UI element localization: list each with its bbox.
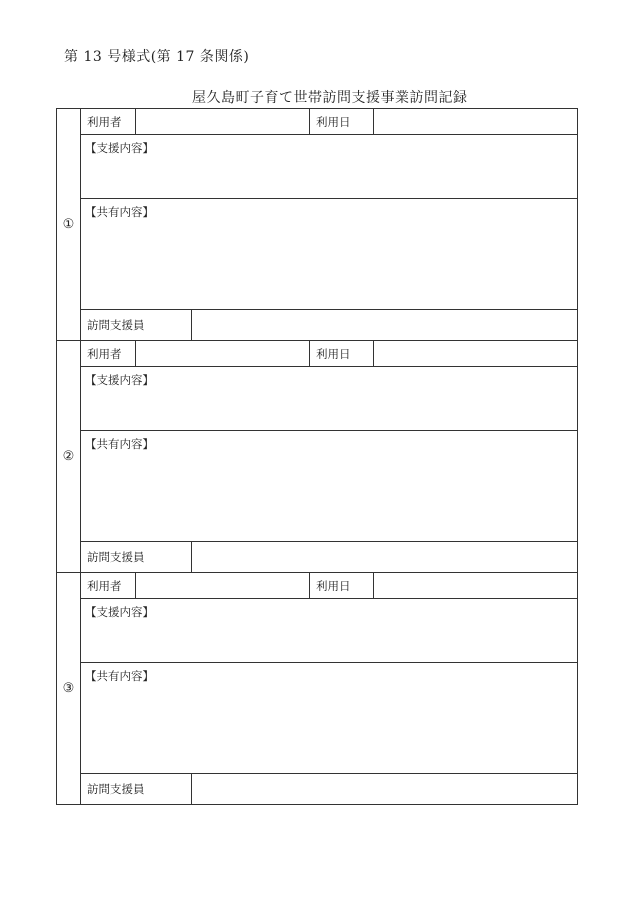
visitor-label: 訪問支援員 [81,542,192,573]
record-1-shared-row [57,199,578,310]
support-content-field[interactable] [81,599,578,663]
date-label: 利用日 [310,341,374,367]
record-2-shared-row [57,431,578,542]
support-content-label: 【支援内容】 [85,605,154,619]
record-3-visitor-row [57,774,578,805]
date-field[interactable] [374,341,578,367]
record-2-support-row [57,367,578,431]
record-number-2: ② [57,341,81,573]
support-content-field[interactable] [81,367,578,431]
form-number: 第 13 号様式(第 17 条関係) [64,49,250,65]
record-3-header-row [57,573,578,599]
visitor-field[interactable] [192,542,578,573]
support-content-field[interactable] [81,135,578,199]
record-1-support-row [57,135,578,199]
support-content-label: 【支援内容】 [85,373,154,387]
shared-content-label: 【共有内容】 [85,669,154,683]
user-label: 利用者 [81,109,136,135]
user-label: 利用者 [81,341,136,367]
visitor-field[interactable] [192,310,578,341]
user-field[interactable] [136,341,310,367]
record-2-header-row [57,341,578,367]
form-title: 屋久島町子育て世帯訪問支援事業訪問記録 [192,90,468,106]
date-label: 利用日 [310,573,374,599]
visitor-label: 訪問支援員 [81,774,192,805]
user-field[interactable] [136,109,310,135]
visitor-label: 訪問支援員 [81,310,192,341]
support-content-label: 【支援内容】 [85,141,154,155]
visitor-field[interactable] [192,774,578,805]
record-number-3: ③ [57,573,81,805]
date-field[interactable] [374,573,578,599]
visit-record-table [56,108,578,805]
record-2-visitor-row [57,542,578,573]
shared-content-field[interactable] [81,431,578,542]
date-label: 利用日 [310,109,374,135]
user-label: 利用者 [81,573,136,599]
shared-content-field[interactable] [81,199,578,310]
record-number-1: ① [57,109,81,341]
user-field[interactable] [136,573,310,599]
date-field[interactable] [374,109,578,135]
record-1-header-row [57,109,578,135]
shared-content-label: 【共有内容】 [85,205,154,219]
record-1-visitor-row [57,310,578,341]
shared-content-label: 【共有内容】 [85,437,154,451]
record-3-support-row [57,599,578,663]
shared-content-field[interactable] [81,663,578,774]
record-3-shared-row [57,663,578,774]
